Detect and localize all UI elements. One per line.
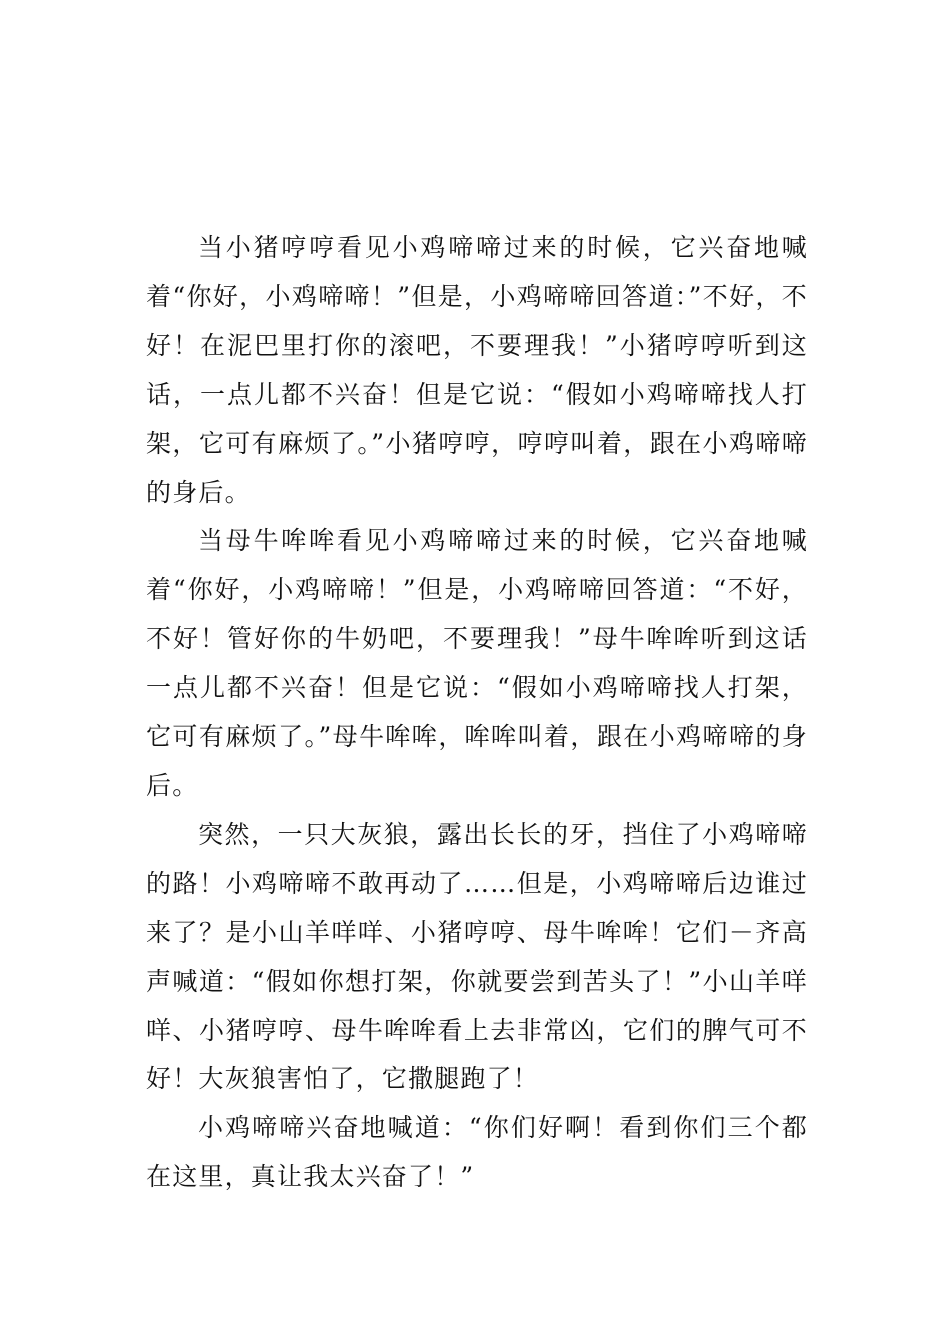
paragraph-piglet: 当小猪哼哼看见小鸡啼啼过来的时候，它兴奋地喊着“你好，小鸡啼啼！”但是，小鸡啼啼回答道：”不好，不好！在泥巴里打你的滚吧，不要理我！”小猪哼哼听到这话，一点儿都不兴奋！但是它说：“假如小鸡啼啼找人打架，它可有麻烦了。”小猪哼哼，哼哼叫着，跟在小鸡啼啼的身后。: [146, 233, 808, 507]
paragraph-cow: 当母牛哞哞看见小鸡啼啼过来的时候，它兴奋地喊着“你好，小鸡啼啼！”但是，小鸡啼啼回答道：“不好，不好！管好你的牛奶吧，不要理我！”母牛哞哞听到这话一点儿都不兴奋！但是它说：“假如小鸡啼啼找人打架，它可有麻烦了。”母牛哞哞，哞哞叫着，跟在小鸡啼啼的身后。: [146, 526, 808, 800]
paragraph-ending: 小鸡啼啼兴奋地喊道：“你们好啊！看到你们三个都在这里，真让我太兴奋了！”: [146, 1113, 808, 1192]
story-text: [146, 224, 808, 1202]
paragraph-wolf: 突然，一只大灰狼，露出长长的牙，挡住了小鸡啼啼的路！小鸡啼啼不敢再动了……但是，小鸡啼啼后边谁过来了？是小山羊咩咩、小猪哼哼、母牛哞哞！它们－齐高声喊道：“假如你想打架，你就要尝到苦头了！”小山羊咩咩、小猪哼哼、母牛哞哞看上去非常凶，它们的脾气可不好！大灰狼害怕了，它撒腿跑了！: [146, 819, 808, 1094]
